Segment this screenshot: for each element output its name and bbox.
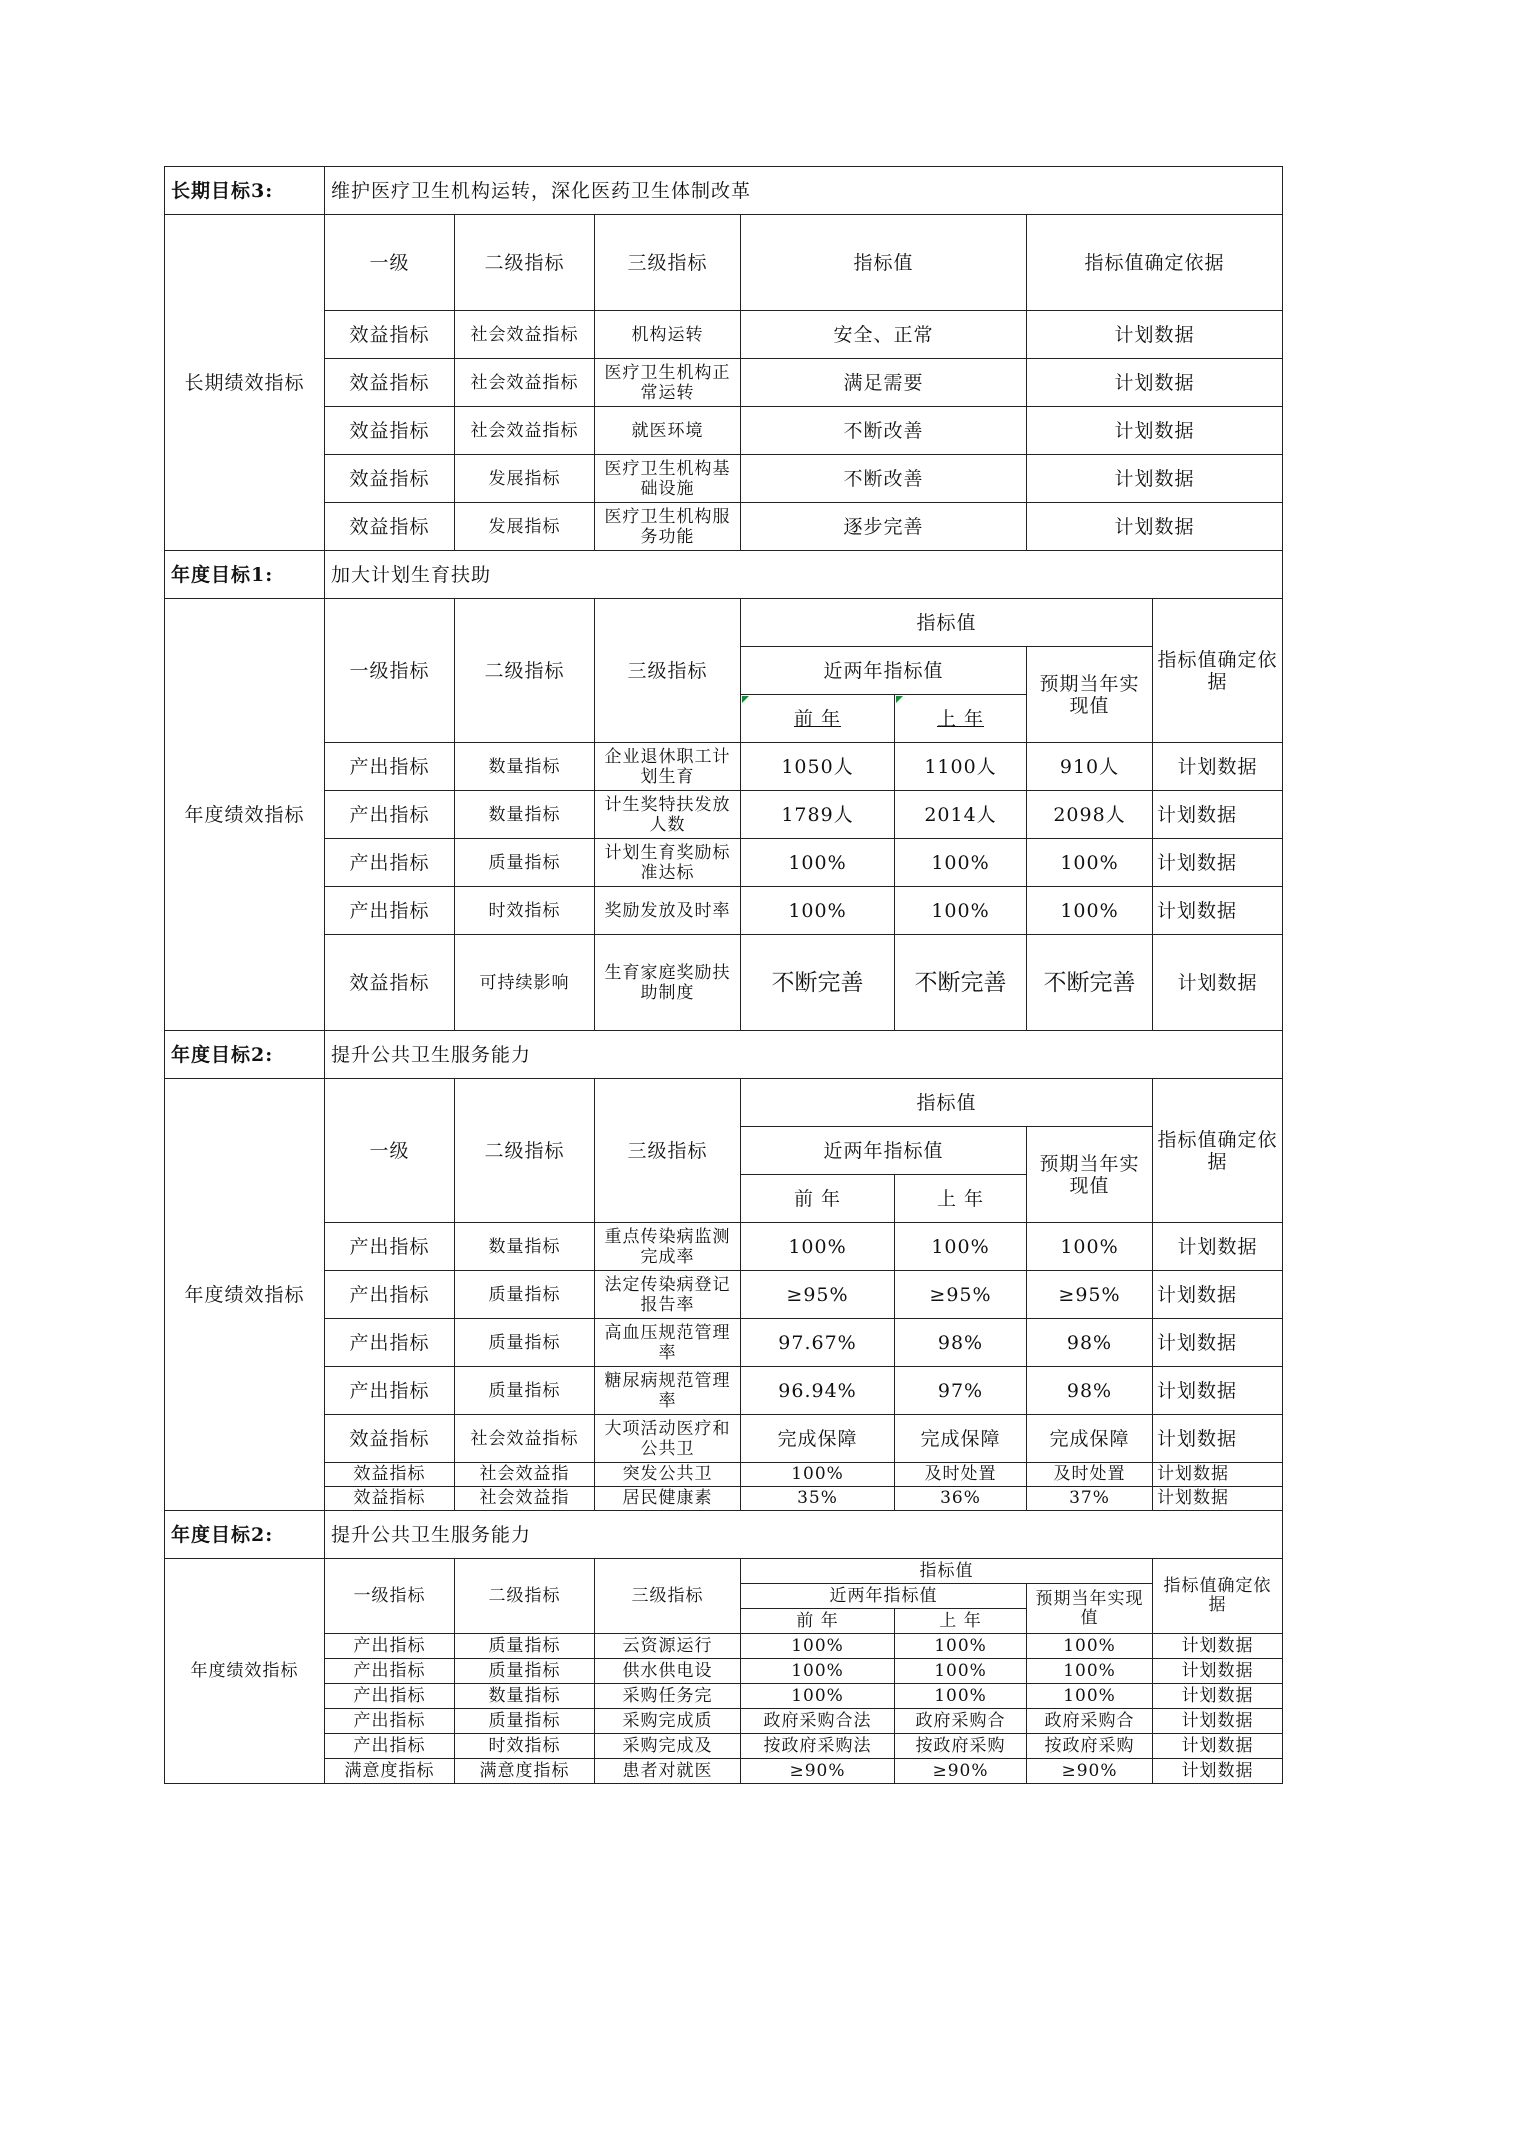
level3-cell: 高血压规范管理率	[595, 1319, 741, 1367]
level2-cell: 社会效益指标	[455, 407, 595, 455]
row-group-label: 年度绩效指标	[165, 599, 325, 1031]
header-cell: 一级	[325, 1079, 455, 1223]
value-cell: 2098人	[1027, 791, 1153, 839]
value-cell: 36%	[895, 1487, 1027, 1511]
table-row	[165, 935, 1283, 1031]
level1-cell: 效益指标	[325, 455, 455, 503]
basis-cell: 计划数据	[1153, 1487, 1283, 1511]
value-cell: 及时处置	[1027, 1463, 1153, 1487]
level2-cell: 数量指标	[455, 743, 595, 791]
level3-cell: 机构运转	[595, 311, 741, 359]
level3-cell: 奖励发放及时率	[595, 887, 741, 935]
level2-cell: 质量指标	[455, 1659, 595, 1684]
row-group-label: 年度绩效指标	[165, 1079, 325, 1511]
basis-cell: 计划数据	[1027, 503, 1283, 551]
level1-cell: 产出指标	[325, 1659, 455, 1684]
value-cell: 100%	[895, 1659, 1027, 1684]
header-cell: 指标值确定依据	[1027, 215, 1283, 311]
table-row	[165, 311, 1283, 359]
level2-cell: 质量指标	[455, 1709, 595, 1734]
level2-cell: 满意度指标	[455, 1759, 595, 1784]
value-cell: ≥90%	[895, 1759, 1027, 1784]
level1-cell: 产出指标	[325, 791, 455, 839]
level3-cell: 大项活动医疗和公共卫	[595, 1415, 741, 1463]
level1-cell: 效益指标	[325, 1463, 455, 1487]
level3-cell: 计生奖特扶发放人数	[595, 791, 741, 839]
value-cell: 不断完善	[1027, 935, 1153, 1031]
value-cell: 100%	[895, 1684, 1027, 1709]
table-row	[165, 1511, 1283, 1559]
level1-cell: 产出指标	[325, 887, 455, 935]
value-cell: 按政府采购法	[741, 1734, 895, 1759]
goal-text: 提升公共卫生服务能力	[325, 1031, 1283, 1079]
level2-cell: 时效指标	[455, 887, 595, 935]
basis-cell: 计划数据	[1153, 791, 1283, 839]
value-cell: 政府采购合法	[741, 1709, 895, 1734]
value-cell: 100%	[895, 1223, 1027, 1271]
value-cell: 及时处置	[895, 1463, 1027, 1487]
level1-cell: 产出指标	[325, 1634, 455, 1659]
table-row	[165, 359, 1283, 407]
value-cell: ≥95%	[895, 1271, 1027, 1319]
header-cell-text: 上 年	[936, 707, 985, 730]
level2-cell: 社会效益指	[455, 1463, 595, 1487]
level2-cell: 质量指标	[455, 1634, 595, 1659]
level3-cell: 云资源运行	[595, 1634, 741, 1659]
basis-cell: 计划数据	[1153, 1319, 1283, 1367]
value-cell: 100%	[1027, 887, 1153, 935]
value-cell: 100%	[741, 887, 895, 935]
level1-cell: 产出指标	[325, 1684, 455, 1709]
table-row	[165, 1079, 1283, 1127]
table-row	[165, 1367, 1283, 1415]
basis-cell: 计划数据	[1153, 1709, 1283, 1734]
basis-cell: 计划数据	[1153, 1659, 1283, 1684]
value-cell: 不断改善	[741, 455, 1027, 503]
value-cell: 1050人	[741, 743, 895, 791]
level2-cell: 社会效益指标	[455, 359, 595, 407]
header-cell: 三级指标	[595, 1079, 741, 1223]
level1-cell: 产出指标	[325, 1223, 455, 1271]
table-row	[165, 839, 1283, 887]
goal-text: 维护医疗卫生机构运转，深化医药卫生体制改革	[325, 167, 1283, 215]
value-cell: 100%	[741, 1634, 895, 1659]
basis-cell: 计划数据	[1027, 455, 1283, 503]
value-cell: 按政府采购	[1027, 1734, 1153, 1759]
basis-cell: 计划数据	[1153, 935, 1283, 1031]
table-row	[165, 1759, 1283, 1784]
basis-cell: 计划数据	[1027, 359, 1283, 407]
header-cell: 指标值确定依据	[1153, 1079, 1283, 1223]
level1-cell: 产出指标	[325, 1734, 455, 1759]
header-cell: 三级指标	[595, 215, 741, 311]
table-row	[165, 1415, 1283, 1463]
level2-cell: 质量指标	[455, 1319, 595, 1367]
table-row	[165, 167, 1283, 215]
header-cell: 一级指标	[325, 1559, 455, 1634]
value-cell: 政府采购合	[895, 1709, 1027, 1734]
header-cell: 预期当年实现值	[1027, 1584, 1153, 1634]
basis-cell: 计划数据	[1027, 407, 1283, 455]
value-cell: 100%	[1027, 1684, 1153, 1709]
level1-cell: 满意度指标	[325, 1759, 455, 1784]
value-cell: 100%	[1027, 1659, 1153, 1684]
basis-cell: 计划数据	[1153, 1734, 1283, 1759]
table-row	[165, 887, 1283, 935]
header-cell: 指标值确定依据	[1153, 1559, 1283, 1634]
header-cell: 指标值	[741, 215, 1027, 311]
value-cell: 100%	[741, 1223, 895, 1271]
header-cell: 上 年	[895, 1609, 1027, 1634]
value-cell: 逐步完善	[741, 503, 1027, 551]
value-cell: 不断完善	[741, 935, 895, 1031]
level1-cell: 效益指标	[325, 311, 455, 359]
level1-cell: 产出指标	[325, 743, 455, 791]
value-cell: 98%	[1027, 1367, 1153, 1415]
value-cell: 1789人	[741, 791, 895, 839]
value-cell: 96.94%	[741, 1367, 895, 1415]
value-cell: 98%	[1027, 1319, 1153, 1367]
level3-cell: 供水供电设	[595, 1659, 741, 1684]
table-row	[165, 1709, 1283, 1734]
basis-cell: 计划数据	[1153, 1759, 1283, 1784]
level1-cell: 产出指标	[325, 1709, 455, 1734]
value-cell: ≥90%	[1027, 1759, 1153, 1784]
value-cell: 100%	[741, 1684, 895, 1709]
level2-cell: 社会效益指标	[455, 1415, 595, 1463]
header-cell: 一级	[325, 215, 455, 311]
table-row	[165, 1463, 1283, 1487]
value-cell: 完成保障	[1027, 1415, 1153, 1463]
level2-cell: 社会效益指标	[455, 311, 595, 359]
value-cell: 政府采购合	[1027, 1709, 1153, 1734]
value-cell: 35%	[741, 1487, 895, 1511]
level1-cell: 效益指标	[325, 503, 455, 551]
level2-cell: 质量指标	[455, 1367, 595, 1415]
header-cell: 预期当年实现值	[1027, 647, 1153, 743]
value-cell: 100%	[895, 887, 1027, 935]
value-cell: 100%	[1027, 839, 1153, 887]
table-row	[165, 1223, 1283, 1271]
table-row	[165, 407, 1283, 455]
table-row	[165, 215, 1283, 311]
row-group-label: 年度绩效指标	[165, 1559, 325, 1784]
basis-cell: 计划数据	[1153, 1271, 1283, 1319]
value-cell: ≥95%	[741, 1271, 895, 1319]
row-group-label: 长期绩效指标	[165, 215, 325, 551]
table-row	[165, 1659, 1283, 1684]
value-cell: 100%	[741, 839, 895, 887]
header-cell: 前 年	[741, 1175, 895, 1223]
level3-cell: 医疗卫生机构正常运转	[595, 359, 741, 407]
value-cell: 完成保障	[741, 1415, 895, 1463]
table-row	[165, 743, 1283, 791]
level3-cell: 采购完成质	[595, 1709, 741, 1734]
table-row	[165, 1487, 1283, 1511]
header-cell	[741, 695, 895, 743]
value-cell: 100%	[741, 1463, 895, 1487]
level3-cell: 就医环境	[595, 407, 741, 455]
value-cell: 100%	[1027, 1634, 1153, 1659]
table-row	[165, 1031, 1283, 1079]
performance-table	[164, 166, 1283, 1784]
level2-cell: 质量指标	[455, 1271, 595, 1319]
table-row	[165, 791, 1283, 839]
table-row	[165, 599, 1283, 647]
level3-cell: 居民健康素	[595, 1487, 741, 1511]
level3-cell: 医疗卫生机构基础设施	[595, 455, 741, 503]
basis-cell: 计划数据	[1153, 1634, 1283, 1659]
level1-cell: 产出指标	[325, 1271, 455, 1319]
level2-cell: 质量指标	[455, 839, 595, 887]
table-row	[165, 1559, 1283, 1584]
value-cell: 完成保障	[895, 1415, 1027, 1463]
header-cell: 二级指标	[455, 215, 595, 311]
header-cell: 上 年	[895, 1175, 1027, 1223]
value-cell: 37%	[1027, 1487, 1153, 1511]
level2-cell: 发展指标	[455, 503, 595, 551]
table-row	[165, 551, 1283, 599]
value-cell: 100%	[741, 1659, 895, 1684]
basis-cell: 计划数据	[1153, 1367, 1283, 1415]
level1-cell: 效益指标	[325, 1415, 455, 1463]
header-cell: 二级指标	[455, 1079, 595, 1223]
header-cell: 三级指标	[595, 599, 741, 743]
header-cell	[895, 695, 1027, 743]
value-cell: 满足需要	[741, 359, 1027, 407]
value-cell: 安全、正常	[741, 311, 1027, 359]
basis-cell: 计划数据	[1153, 1415, 1283, 1463]
table-row	[165, 1271, 1283, 1319]
table-row	[165, 1734, 1283, 1759]
level2-cell: 发展指标	[455, 455, 595, 503]
level1-cell: 效益指标	[325, 935, 455, 1031]
header-cell: 二级指标	[455, 1559, 595, 1634]
level1-cell: 产出指标	[325, 1367, 455, 1415]
level2-cell: 数量指标	[455, 791, 595, 839]
level2-cell: 时效指标	[455, 1734, 595, 1759]
level1-cell: 效益指标	[325, 407, 455, 455]
value-cell: 97%	[895, 1367, 1027, 1415]
performance-table-sheet	[164, 166, 1282, 1784]
value-cell: 不断完善	[895, 935, 1027, 1031]
goal-text: 提升公共卫生服务能力	[325, 1511, 1283, 1559]
table-row	[165, 1684, 1283, 1709]
level3-cell: 糖尿病规范管理率	[595, 1367, 741, 1415]
header-cell: 预期当年实现值	[1027, 1127, 1153, 1223]
level2-cell: 数量指标	[455, 1223, 595, 1271]
basis-cell: 计划数据	[1153, 1223, 1283, 1271]
level3-cell: 计划生育奖励标准达标	[595, 839, 741, 887]
level1-cell: 效益指标	[325, 1487, 455, 1511]
table-row	[165, 1319, 1283, 1367]
header-cell: 三级指标	[595, 1559, 741, 1634]
basis-cell: 计划数据	[1027, 311, 1283, 359]
level3-cell: 生育家庭奖励扶助制度	[595, 935, 741, 1031]
level2-cell: 可持续影响	[455, 935, 595, 1031]
level3-cell: 企业退休职工计划生育	[595, 743, 741, 791]
value-cell: 1100人	[895, 743, 1027, 791]
level1-cell: 产出指标	[325, 839, 455, 887]
header-cell-text: 前 年	[793, 707, 842, 730]
header-cell: 指标值	[741, 1079, 1153, 1127]
basis-cell: 计划数据	[1153, 1463, 1283, 1487]
value-cell: 100%	[1027, 1223, 1153, 1271]
goal-label: 年度目标1:	[165, 551, 325, 599]
basis-cell: 计划数据	[1153, 887, 1283, 935]
level3-cell: 重点传染病监测完成率	[595, 1223, 741, 1271]
header-cell: 二级指标	[455, 599, 595, 743]
basis-cell: 计划数据	[1153, 1684, 1283, 1709]
level3-cell: 患者对就医	[595, 1759, 741, 1784]
goal-label: 长期目标3:	[165, 167, 325, 215]
level1-cell: 效益指标	[325, 359, 455, 407]
value-cell: 按政府采购	[895, 1734, 1027, 1759]
header-cell: 指标值	[741, 599, 1153, 647]
header-cell: 指标值确定依据	[1153, 599, 1283, 743]
table-row	[165, 455, 1283, 503]
table-row	[165, 1634, 1283, 1659]
level3-cell: 法定传染病登记报告率	[595, 1271, 741, 1319]
value-cell: ≥95%	[1027, 1271, 1153, 1319]
value-cell: 100%	[895, 1634, 1027, 1659]
value-cell: 不断改善	[741, 407, 1027, 455]
header-cell: 近两年指标值	[741, 1584, 1027, 1609]
value-cell: 97.67%	[741, 1319, 895, 1367]
level2-cell: 数量指标	[455, 1684, 595, 1709]
level3-cell: 采购完成及	[595, 1734, 741, 1759]
level1-cell: 产出指标	[325, 1319, 455, 1367]
value-cell: 2014人	[895, 791, 1027, 839]
value-cell: 910人	[1027, 743, 1153, 791]
goal-text: 加大计划生育扶助	[325, 551, 1283, 599]
goal-label: 年度目标2:	[165, 1511, 325, 1559]
header-cell: 指标值	[741, 1559, 1153, 1584]
level2-cell: 社会效益指	[455, 1487, 595, 1511]
level3-cell: 采购任务完	[595, 1684, 741, 1709]
value-cell: 98%	[895, 1319, 1027, 1367]
header-cell: 近两年指标值	[741, 647, 1027, 695]
basis-cell: 计划数据	[1153, 839, 1283, 887]
header-cell: 前 年	[741, 1609, 895, 1634]
basis-cell: 计划数据	[1153, 743, 1283, 791]
value-cell: 100%	[895, 839, 1027, 887]
value-cell: ≥90%	[741, 1759, 895, 1784]
header-cell: 一级指标	[325, 599, 455, 743]
level3-cell: 突发公共卫	[595, 1463, 741, 1487]
level3-cell: 医疗卫生机构服务功能	[595, 503, 741, 551]
goal-label: 年度目标2:	[165, 1031, 325, 1079]
header-cell: 近两年指标值	[741, 1127, 1027, 1175]
table-row	[165, 503, 1283, 551]
